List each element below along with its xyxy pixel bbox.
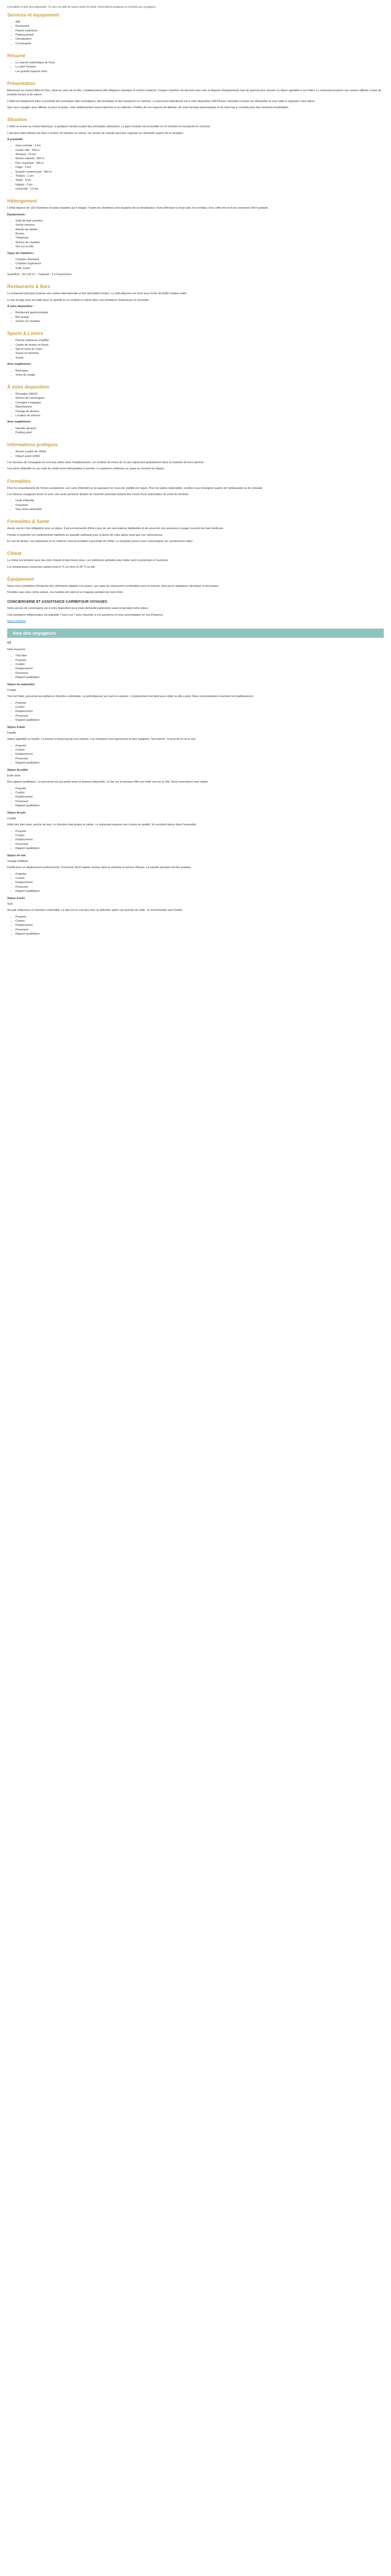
paragraph: En cas de besoin, une pharmacie et un médecin sont accessibles à proximité de l'hôtel. La réception pourra vous communiquer les coordonnées utiles. (7, 539, 193, 543)
paragraph: Nous vous conseillons d'emporter des vêtements adaptés à la saison, une paire de chaussures confortables pour la marche, ainsi qu'un adaptateur électrique si nécessaire. (7, 584, 219, 588)
list-item: • Service de conciergerie (15, 396, 384, 400)
review-author-type: Couple (7, 817, 17, 820)
list-item: • Rapport qualité/prix (15, 889, 384, 893)
review-body: Hôtel très bien situé, proche de tout. La chambre était propre et calme. Le restaurant propose une cuisine de qualité. Un excellent séjour dans l'ensemble. (7, 823, 197, 827)
situation-title: Situation (7, 117, 27, 123)
list-item: • Sèche-cheveux (15, 223, 384, 227)
list-item: • Propreté (15, 872, 384, 876)
list-item: • Massages (15, 369, 384, 373)
list-item: • Rapport qualité/prix (15, 718, 384, 722)
list-item: • Blanchisserie (15, 405, 384, 409)
list-item: • Salle de bain privative (15, 219, 384, 223)
sports-payant-label: Avec supplément : (7, 363, 32, 366)
list-item: • Les grands espaces verts (15, 70, 384, 74)
list-item: • Théâtre : 1 km (15, 174, 384, 178)
reviews-section (7, 641, 384, 936)
list-item: • Parking privé (15, 431, 384, 435)
sante-title: Formalités & Santé (7, 519, 50, 524)
list-item: • Navette aéroport (15, 427, 384, 431)
list-item: • Soins du visage (15, 373, 384, 377)
list-item: • Emplacement (15, 923, 384, 927)
types-list (7, 258, 384, 270)
resume-title: Résumé (7, 53, 26, 59)
list-item: • Conciergerie (15, 42, 384, 46)
review-body: Très bel hôtel, personnel accueillant et chambre confortable. Le petit-déjeuner est varié et copieux. L'emplacement est idéal pour visiter la ville à pied. Nous recommandons vivement cet établissement. (7, 695, 254, 699)
list-item: • Personnel (15, 757, 384, 761)
equipement-section (7, 577, 384, 595)
list-item: • Personnel (15, 885, 384, 889)
paragraph: Le restaurant principal propose une cuisine internationale et des spécialités locales. Le petit-déjeuner est servi sous forme de buffet chaque matin. (7, 292, 188, 296)
list-item: • Suite Junior (15, 266, 384, 270)
list-item: • Climatisation (15, 37, 384, 41)
review (7, 683, 384, 722)
savoir-title: À votre disposition (7, 384, 50, 390)
formalites-list (7, 499, 384, 512)
list-item: • Centre-ville : 500 m (15, 148, 384, 152)
list-item: • Bureau (15, 232, 384, 236)
review (7, 854, 384, 893)
savoir-extra-label: Avec supplément : (7, 420, 32, 424)
list-item: • Le style Parisien (15, 65, 384, 69)
list-item: • Centre de remise en forme (15, 343, 384, 347)
list-item: • Restaurant (15, 24, 384, 28)
list-item: • Rapport qualité/prix (15, 846, 384, 851)
restaurants-list (7, 311, 384, 324)
list-item: • Parc municipal : 300 m (15, 161, 384, 165)
list-item: • Sauna et hammam (15, 351, 384, 355)
list-item: • Piscine extérieure (15, 29, 384, 33)
rating-score: 4,5 (7, 641, 11, 645)
review (7, 811, 384, 851)
paragraph: Les animaux de compagnie ne sont pas admis dans l'établissement. Les enfants de moins de 12 ans séjournent gratuitement dans la chambre de leurs parents. (7, 461, 204, 464)
page (0, 0, 391, 959)
review-date: Séjour de juillet (7, 769, 28, 772)
review-body: Accueil chaleureux et chambre confortable. Le spa est un vrai plus pour se détendre après une journée de visite. Je recommande sans hésiter. (7, 909, 183, 912)
list-item: • Arrivée à partir de 14h00 (15, 450, 384, 454)
review-date: Séjour d'avril (7, 897, 25, 901)
review-tags (7, 787, 384, 808)
climat-title: Climat (7, 551, 22, 556)
list-item: • Quartier commerçant : 600 m (15, 170, 384, 174)
list-item: • Stade : 4 km (15, 178, 384, 182)
review-date: Séjour de juin (7, 811, 26, 815)
list-item: • Personnel (15, 928, 384, 932)
paragraph: L'aéroport international est situé à environ 30 minutes en voiture. Un service de navette peut être organisé sur demande auprès de la réception. (7, 131, 184, 135)
list-item: • Le charme authentique de Paris (15, 61, 384, 65)
list-item: • Personnel (15, 842, 384, 846)
sports-payant-list (7, 369, 384, 378)
situation-section (7, 117, 384, 191)
paragraph: L'hôtel se trouve au centre historique, à quelques minutes à pied des principales attractions. La gare centrale est accessible en 10 minutes en transports en commun. (7, 125, 211, 129)
review-author-type: Voyage d'affaires (7, 859, 29, 863)
rating-summary (7, 654, 384, 680)
list-item: • Location de voitures (15, 414, 384, 418)
list-item: • Aéroport : 25 km (15, 152, 384, 157)
list-item: • Propreté (15, 787, 384, 791)
hebergement-title: Hébergement (7, 198, 37, 204)
list-item: • Gare centrale : 2 km (15, 144, 384, 148)
list-item: • Musée national : 800 m (15, 157, 384, 161)
list-item: • Université : 1,5 km (15, 187, 384, 191)
paragraph: Que vous voyagiez pour affaires ou pour le plaisir, notre établissement saura répondre à vos attentes. Profitez de nos espaces de détente, de notre terrasse panoramique et de notre bar à cocktails pour des moments inoubliables. (7, 106, 289, 109)
restaurants-section (7, 284, 384, 324)
presentation-section (7, 81, 384, 110)
list-item: • Parking gratuit (15, 33, 384, 37)
list-item: • Propreté (15, 829, 384, 834)
formalites-section (7, 479, 384, 512)
list-item: • Départ avant 12h00 (15, 454, 384, 459)
reviews-band: Avis des voyageurs (7, 629, 384, 638)
paragraph: Le climat est tempéré avec des étés chauds et des hivers doux. Les meilleures périodes pour visiter sont le printemps et l'automne. (7, 559, 169, 563)
review-author-type: Entre amis (7, 774, 21, 777)
list-item: • Rapport qualité/prix (15, 932, 384, 936)
resume-section (7, 53, 384, 74)
list-item: • Propreté (15, 915, 384, 919)
sports-list (7, 338, 384, 360)
list-item: • Vue sur la ville (15, 245, 384, 249)
list-item: • Service en chambre (15, 319, 384, 324)
intro-text: Formalités et liste des préparatifs. Ce qu'il est utile de savoir avant de partir, informations pratiques et conseils aux voyageurs. (7, 6, 157, 9)
services-list (7, 20, 384, 46)
list-item: • Change de devises (15, 410, 384, 414)
contact-link[interactable]: Nous contacter (7, 620, 26, 623)
paragraph: Aucun vaccin n'est obligatoire pour ce séjour. Il est recommandé d'être à jour de ses vaccinations habituelles et de souscrire une assurance voyage couvrant les frais médicaux. (7, 527, 224, 531)
savoir-section (7, 384, 384, 435)
list-item: • Confort (15, 791, 384, 795)
list-item: • Confort (15, 876, 384, 880)
paragraph: N'oubliez pas votre crème solaire, vos lunettes de soleil et un chapeau pendant les mois d'été. (7, 591, 124, 595)
infos-section (7, 442, 384, 471)
paragraph: Les températures moyennes varient entre 8 °C en hiver et 28 °C en été. (7, 565, 96, 569)
equip-list (7, 219, 384, 249)
presentation-title: Présentation (7, 81, 36, 87)
paragraph: L'hôtel est idéalement situé à proximité des principaux sites touristiques, des boutiques et des transports en commun. Le personnel attentionné est à votre disposition 24h/24 pour répondre à toutes vos demandes et vous aider à organiser votre séjour. (7, 99, 316, 103)
paragraph: Le bar lounge vous accueille pour un apéritif ou un cocktail en soirée dans une ambiance chaleureuse et conviviale. (7, 298, 150, 302)
list-item: • Propreté (15, 658, 384, 663)
list-item: • Personnel (15, 671, 384, 675)
list-item: • Tennis (15, 356, 384, 360)
review (7, 725, 384, 765)
list-item: • Consigne à bagages (15, 401, 384, 405)
list-item: • Emplacement (15, 709, 384, 714)
list-item: • Wifi (15, 20, 384, 24)
types-label: Types de chambres : (7, 251, 35, 255)
list-item: • Confort (15, 834, 384, 838)
list-item: • Confort (15, 748, 384, 752)
rating-caption: Note moyenne (7, 648, 26, 651)
list-item: • Passeport (15, 503, 384, 507)
list-item: • Rapport qualité/prix (15, 804, 384, 808)
review-author-type: Solo (7, 902, 13, 906)
review-date: Séjour d'août (7, 726, 25, 730)
paragraph: Les mineurs voyageant seuls ou avec une seule personne titulaire de l'autorité parentale doivent être munis d'une autorisation de sortie du territoire. (7, 493, 189, 496)
review-tags (7, 915, 384, 937)
hebergement-section (7, 198, 384, 277)
list-item: • Emplacement (15, 752, 384, 756)
review-date: Séjour de septembre (7, 683, 35, 687)
restaurants-title: Restaurants & Bars (7, 284, 51, 290)
equipement-title: Équipement (7, 576, 34, 582)
list-item: • Service de chambre (15, 241, 384, 245)
list-item: • Très bien (15, 654, 384, 658)
list-item: • Rapport qualité/prix (15, 675, 384, 680)
resume-list (7, 61, 384, 74)
paragraph: Notre service de conciergerie est à votre disposition pour toute demande particulière avant et pendant votre séjour. (7, 607, 149, 611)
list-item: • Personnel (15, 714, 384, 718)
sante-section (7, 519, 384, 544)
distances-label: À proximité : (7, 138, 24, 141)
list-item: • Emplacement (15, 667, 384, 671)
savoir-list (7, 392, 384, 418)
services-section (7, 12, 384, 46)
review (7, 896, 384, 936)
list-item: • Articles de toilette (15, 228, 384, 232)
list-item: • Emplacement (15, 838, 384, 842)
formalites-title: Formalités (7, 478, 31, 484)
list-item: • Emplacement (15, 880, 384, 885)
equip-label: Équipements : (7, 213, 27, 216)
list-item: • Propreté (15, 701, 384, 705)
list-item: • Rapport qualité/prix (15, 761, 384, 765)
review (7, 768, 384, 808)
list-item: • Emplacement (15, 795, 384, 799)
review-tags (7, 701, 384, 723)
review-body: Séjour agréable en famille. La piscine a beaucoup plu aux enfants. Les chambres sont spacieuses et bien équipées. Seul bémol : le bruit de la rue le soir. (7, 738, 196, 741)
list-item: • Confort (15, 663, 384, 667)
list-item: • Bar lounge (15, 315, 384, 319)
services-title: Services et équipement (7, 12, 59, 18)
list-item: • Confort (15, 705, 384, 709)
list-item: • Restaurant gastronomique (15, 311, 384, 315)
review-date: Séjour de mai (7, 854, 26, 858)
list-item: • Hôpital : 2 km (15, 183, 384, 187)
list-item: • Chambre Supérieure (15, 262, 384, 266)
list-item: • Propreté (15, 744, 384, 748)
paragraph: L'hôtel dispose de 120 chambres et suites réparties sur 6 étages. Toutes les chambres sont équipées de la climatisation, d'une télévision à écran plat, d'un minibar, d'un coffre-fort et d'une connexion Wi-Fi gratuite. (7, 207, 269, 210)
hebergement-note: Superficie : 20 à 45 m² – Capacité : 1 à 4 personnes (7, 273, 72, 277)
list-item: • Personnel (15, 800, 384, 804)
paragraph: Pour les ressortissants de l'Union européenne, une carte d'identité ou un passeport en cours de validité est requis. Pour les autres nationalités, veuillez vous renseigner auprès de l'ambassade ou du consulat. (7, 486, 263, 490)
paragraph: Bienvenue au Grand Hôtel du Parc, situé au cœur de la ville. L'établissement allie élégance classique et confort moderne. Chaque chambre est décorée avec soin et dispose d'équipements haut de gamme pour assurer un séjour agréable à nos hôtes. Le restaurant propose une cuisine raffinée à base de produits locaux et de saison. (7, 89, 382, 97)
review-body: Bon rapport qualité/prix. Le personnel est aux petits soins et toujours disponible. Le bar sur la terrasse offre une belle vue sur la ville. Nous reviendrons avec plaisir. (7, 781, 208, 784)
sports-title: Sports & Loisirs (7, 331, 43, 336)
review-body: Parfait pour un déplacement professionnel. Connexion Wi-Fi rapide, bureau dans la chambre et service efficace. La navette aéroport est très pratique. (7, 866, 192, 870)
list-item: • Chambre Standard (15, 258, 384, 262)
review-tags (7, 829, 384, 851)
concierge-title: CONCIERGERIE ET ASSISTANCE CARREFOUR VOYAGES (7, 600, 107, 604)
list-item: • Visa selon nationalité (15, 507, 384, 512)
review-author-type: Famille (7, 731, 17, 735)
paragraph: Une assistance téléphonique est joignable 7 jours sur 7 pour répondre à vos questions et vous accompagner en cas d'imprévu. (7, 613, 164, 617)
list-item: • Confort (15, 919, 384, 923)
climat-section (7, 551, 384, 569)
concierge-section (7, 600, 384, 623)
review-tags (7, 872, 384, 894)
paragraph: Une pièce d'identité et une carte de crédit seront demandées à l'arrivée. Le paiement s'effectue sur place au moment du départ. (7, 467, 165, 471)
sports-section (7, 331, 384, 377)
infos-title: Informations pratiques (7, 442, 58, 448)
list-item: • Réception 24h/24 (15, 392, 384, 396)
restaurants-items-label: À votre disposition : (7, 304, 35, 308)
review-author-type: Couple (7, 688, 17, 692)
list-item: • Téléphone (15, 236, 384, 240)
savoir-extra-list (7, 427, 384, 435)
list-item: • Carte d'identité (15, 499, 384, 503)
distances-list (7, 144, 384, 191)
infos-list (7, 450, 384, 459)
paragraph: Pensez à emporter vos médicaments habituels en quantité suffisante pour la durée de votre séjour ainsi que vos ordonnances. (7, 533, 164, 537)
list-item: • Piscine extérieure chauffée (15, 338, 384, 343)
review-tags (7, 744, 384, 766)
list-item: • Spa et soins du corps (15, 347, 384, 351)
list-item: • Plage : 3 km (15, 165, 384, 170)
